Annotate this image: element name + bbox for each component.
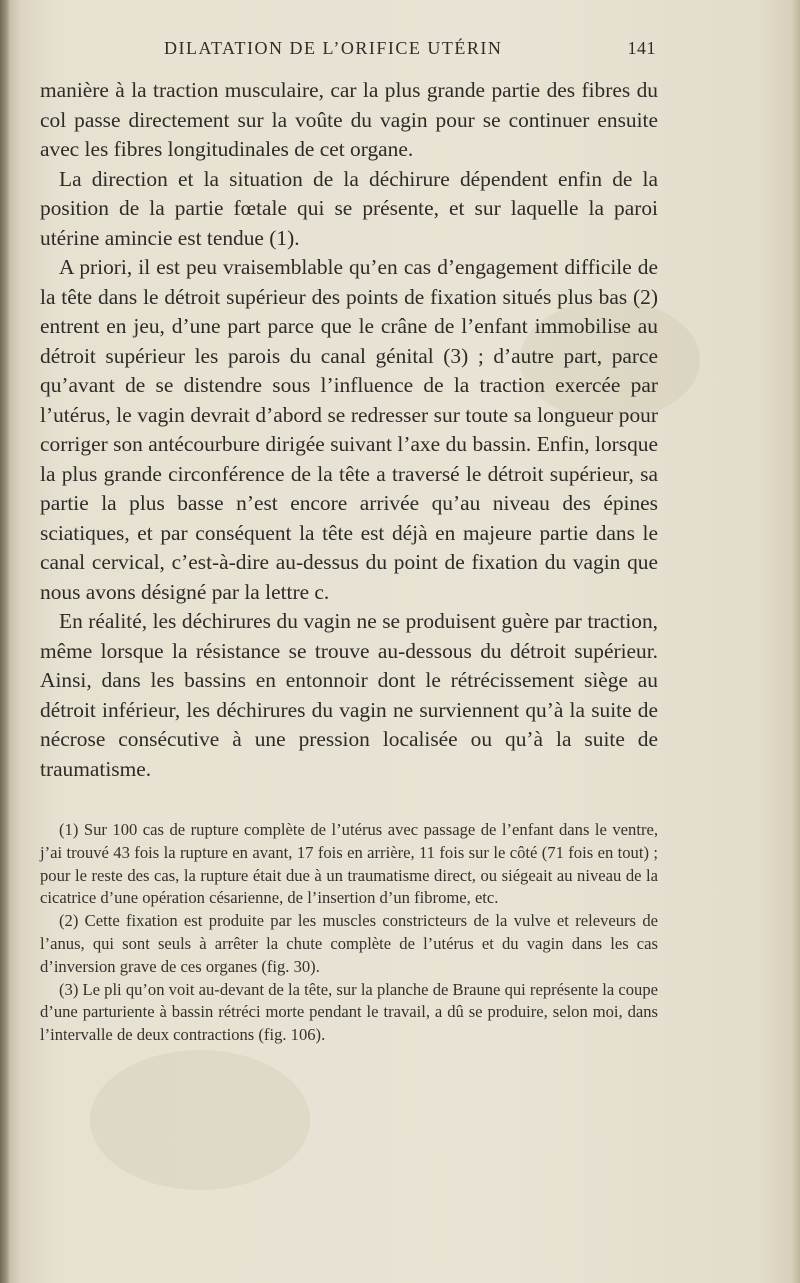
page-number: 141	[627, 38, 656, 58]
main-text	[40, 76, 658, 784]
page-binding-edge	[0, 0, 10, 1283]
footnotes	[40, 819, 658, 1047]
body-paragraph: La direction et la situation de la déchirure dépendent enfin de la position de la partie fœtale qui se présente, et sur laquelle la paroi utérine amincie est tendue (1).	[40, 166, 658, 250]
footnote: (3) Le pli qu’on voit au-devant de la tête, sur la planche de Braune qui représente la coupe d’une parturiente à bassin rétréci morte pendant le travail, a dû se produire, selon moi, dans l’intervalle de deux contractions (fig. 106).	[40, 979, 658, 1045]
body-paragraph: manière à la traction musculaire, car la plus grande partie des fibres du col passe directement sur la voûte du vagin pour se continuer ensuite avec les fibres longitudinales de cet organe.	[40, 78, 658, 161]
running-head	[164, 38, 656, 68]
page-outer-edge	[792, 0, 800, 1283]
footnote: (1) Sur 100 cas de rupture complète de l’utérus avec passage de l’enfant dans le ventre, j’ai trouvé 43 fois la rupture en avant, 17 fois en arrière, 11 fois sur le côté (71 fois en tout) ; pour le reste des cas, la rupture était due à un traumatisme direct, ou siégeait au niveau de la cicatrice d’une opération césarienne, de l’insertion d’un fibrome, etc.	[40, 820, 658, 908]
running-head-title: DILATATION DE L’ORIFICE UTÉRIN	[164, 38, 503, 58]
paper-stain	[90, 1050, 310, 1190]
footnote: (2) Cette fixation est produite par les muscles constricteurs de la vulve et releveurs de l’anus, qui sont seuls à arrêter la chute complète de l’utérus et du vagin dans les cas d’inversion grave de ces organes (fig. 30).	[40, 911, 658, 976]
body-paragraph: En réalité, les déchirures du vagin ne se produisent guère par traction, même lorsque la résistance se trouve au-dessous du détroit supérieur. Ainsi, dans les bassins en entonnoir dont le rétrécissement siège au détroit inférieur, les déchirures du vagin ne surviennent qu’à la suite de nécrose consécutive à une pression localisée ou qu’à la suite de traumatisme.	[40, 609, 658, 781]
body-paragraph: A priori, il est peu vraisemblable qu’en cas d’engagement difficile de la tête dans le détroit supérieur des points de fixation situés plus bas (2) entrent en jeu, d’une part parce que le crâne de l’enfant immobilise au détroit supérieur les parois du canal génital (3) ; d’autre part, parce qu’avant de se distendre sous l’influence de la traction exercée par l’utérus, le vagin devrait d’abord se redresser sur toute sa longueur pour corriger son antécourbure dirigée suivant l’axe du bassin. Enfin, lorsque la plus grande circonférence de la tête a traversé le détroit supérieur, sa partie la plus basse n’est encore arrivée qu’au niveau des épines sciatiques, et par conséquent la tête est déjà en majeure partie dans le canal cervical, c’est-à-dire au-dessus du point de fixation du vagin que nous avons désigné par la lettre c.	[40, 255, 658, 604]
